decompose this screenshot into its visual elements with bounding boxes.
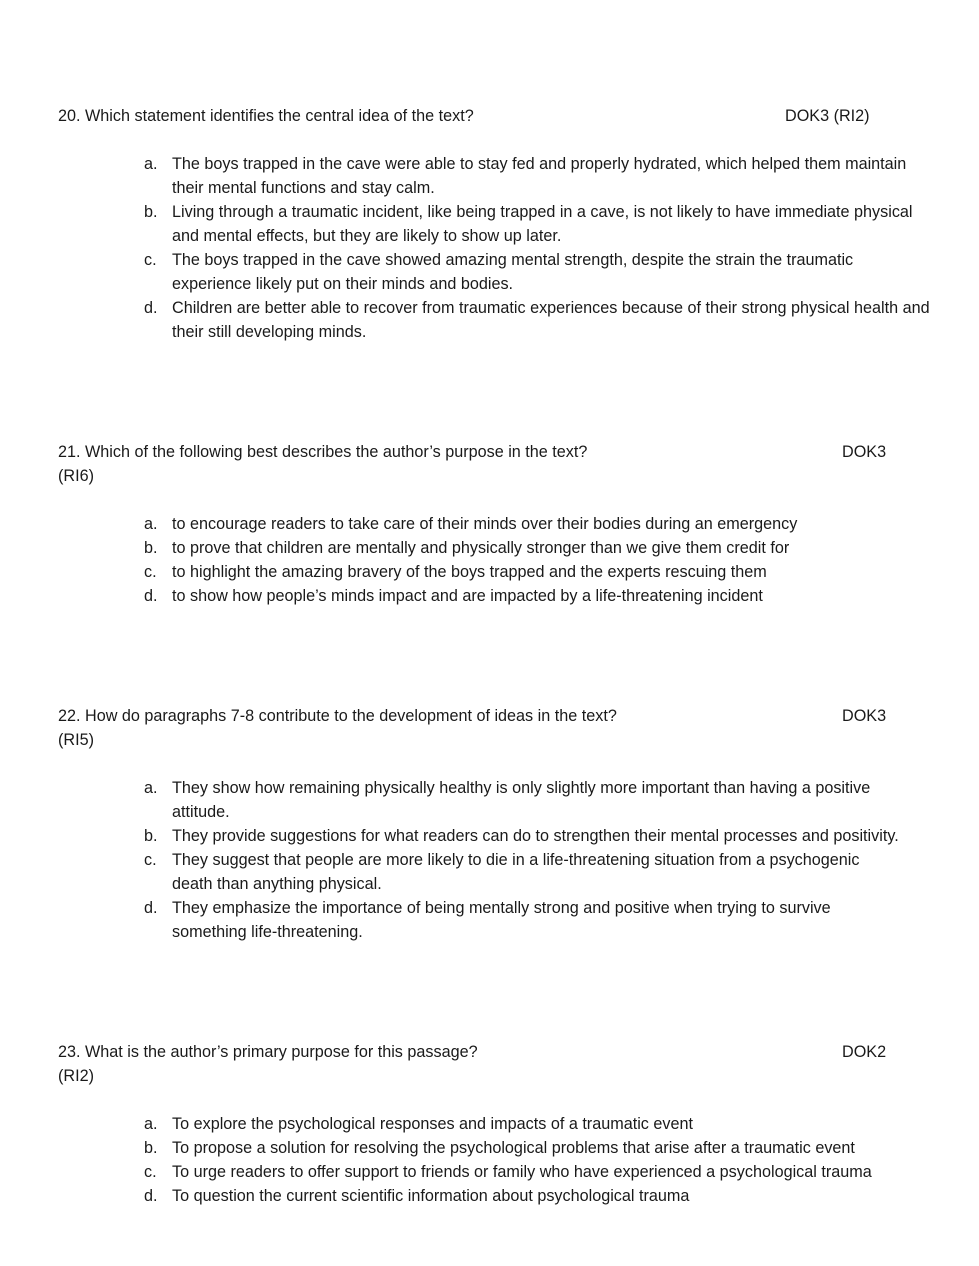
answer-option-a[interactable] bbox=[58, 152, 932, 200]
option-letter: c. bbox=[144, 1163, 157, 1181]
option-letter: b. bbox=[144, 1139, 158, 1157]
question-header bbox=[58, 440, 928, 464]
option-letter: d. bbox=[144, 899, 158, 917]
option-text: Children are better able to recover from traumatic experiences because of their strong physical health and their still developing minds. bbox=[172, 299, 930, 341]
option-text: To explore the psychological responses and impacts of a traumatic event bbox=[172, 1115, 693, 1133]
question-prompt: 21. Which of the following best describes the author’s purpose in the text? bbox=[58, 443, 588, 461]
question-prompt: 22. How do paragraphs 7-8 contribute to the development of ideas in the text? bbox=[58, 707, 617, 725]
option-letter: b. bbox=[144, 827, 158, 845]
option-letter: a. bbox=[144, 779, 158, 797]
option-letter: d. bbox=[144, 299, 158, 317]
option-text: They provide suggestions for what readers can do to strengthen their mental processes and positivity. bbox=[172, 827, 899, 845]
answer-option-a[interactable] bbox=[58, 512, 922, 536]
option-text: To urge readers to offer support to friends or family who have experienced a psychological trauma bbox=[172, 1163, 872, 1181]
option-text: to highlight the amazing bravery of the boys trapped and the experts rescuing them bbox=[172, 563, 767, 581]
question-header bbox=[58, 1040, 928, 1064]
dok-label: DOK3 bbox=[842, 707, 887, 725]
option-letter: a. bbox=[144, 155, 158, 173]
question-21 bbox=[58, 440, 928, 608]
question-prompt: 20. Which statement identifies the central idea of the text? bbox=[58, 107, 474, 125]
answer-option-b[interactable] bbox=[58, 1136, 932, 1160]
option-text: The boys trapped in the cave were able to stay fed and properly hydrated, which helped them maintain their mental functions and stay calm. bbox=[172, 155, 907, 197]
option-letter: c. bbox=[144, 851, 157, 869]
option-text: They show how remaining physically healthy is only slightly more important than having a positive attitude. bbox=[172, 779, 871, 821]
option-letter: d. bbox=[144, 1187, 158, 1205]
dok-label: DOK3 bbox=[842, 443, 887, 461]
option-text: To propose a solution for resolving the psychological problems that arise after a traumatic event bbox=[172, 1139, 855, 1157]
option-letter: a. bbox=[144, 515, 158, 533]
question-header bbox=[58, 104, 928, 128]
option-text: to encourage readers to take care of their minds over their bodies during an emergency bbox=[172, 515, 798, 533]
option-letter: b. bbox=[144, 203, 158, 221]
option-letter: c. bbox=[144, 251, 157, 269]
answer-option-b[interactable] bbox=[58, 824, 932, 848]
answer-option-b[interactable] bbox=[58, 200, 932, 248]
answer-options bbox=[58, 776, 928, 944]
question-22 bbox=[58, 704, 928, 944]
option-text: to prove that children are mentally and physically stronger than we give them credit for bbox=[172, 539, 790, 557]
answer-option-a[interactable] bbox=[58, 776, 917, 824]
option-letter: a. bbox=[144, 1115, 158, 1133]
ri-standard-label: (RI5) bbox=[58, 731, 94, 749]
ri-standard-label: (RI6) bbox=[58, 467, 94, 485]
option-letter: c. bbox=[144, 563, 157, 581]
option-text: The boys trapped in the cave showed amazing mental strength, despite the strain the traumatic experience likely put on their minds and bodies. bbox=[172, 251, 854, 293]
question-header bbox=[58, 704, 928, 728]
answer-option-c[interactable] bbox=[58, 248, 932, 296]
answer-option-c[interactable] bbox=[58, 1160, 932, 1184]
ri-standard-label: (RI2) bbox=[58, 1067, 94, 1085]
dok-label: DOK2 bbox=[842, 1043, 887, 1061]
dok-label: DOK3 (RI2) bbox=[785, 107, 870, 125]
answer-options bbox=[58, 152, 928, 344]
answer-option-d[interactable] bbox=[58, 296, 932, 344]
question-20 bbox=[58, 104, 928, 344]
option-letter: d. bbox=[144, 587, 158, 605]
answer-options bbox=[58, 512, 928, 608]
answer-option-b[interactable] bbox=[58, 536, 922, 560]
answer-option-d[interactable] bbox=[58, 584, 922, 608]
answer-options bbox=[58, 1112, 928, 1208]
option-text: They suggest that people are more likely to die in a life-threatening situation from a psychogenic death than anything physical. bbox=[172, 851, 860, 893]
answer-option-c[interactable] bbox=[58, 560, 922, 584]
question-prompt: 23. What is the author’s primary purpose for this passage? bbox=[58, 1043, 478, 1061]
answer-option-d[interactable] bbox=[58, 896, 872, 944]
answer-option-d[interactable] bbox=[58, 1184, 932, 1208]
answer-option-a[interactable] bbox=[58, 1112, 932, 1136]
option-text: To question the current scientific information about psychological trauma bbox=[172, 1187, 690, 1205]
option-text: They emphasize the importance of being mentally strong and positive when trying to survive something life-threatening. bbox=[172, 899, 831, 941]
option-text: Living through a traumatic incident, like being trapped in a cave, is not likely to have immediate physical and mental effects, but they are likely to show up later. bbox=[172, 203, 913, 245]
answer-option-c[interactable] bbox=[58, 848, 902, 896]
question-23 bbox=[58, 1040, 928, 1208]
option-text: to show how people’s minds impact and are impacted by a life-threatening incident bbox=[172, 587, 763, 605]
option-letter: b. bbox=[144, 539, 158, 557]
